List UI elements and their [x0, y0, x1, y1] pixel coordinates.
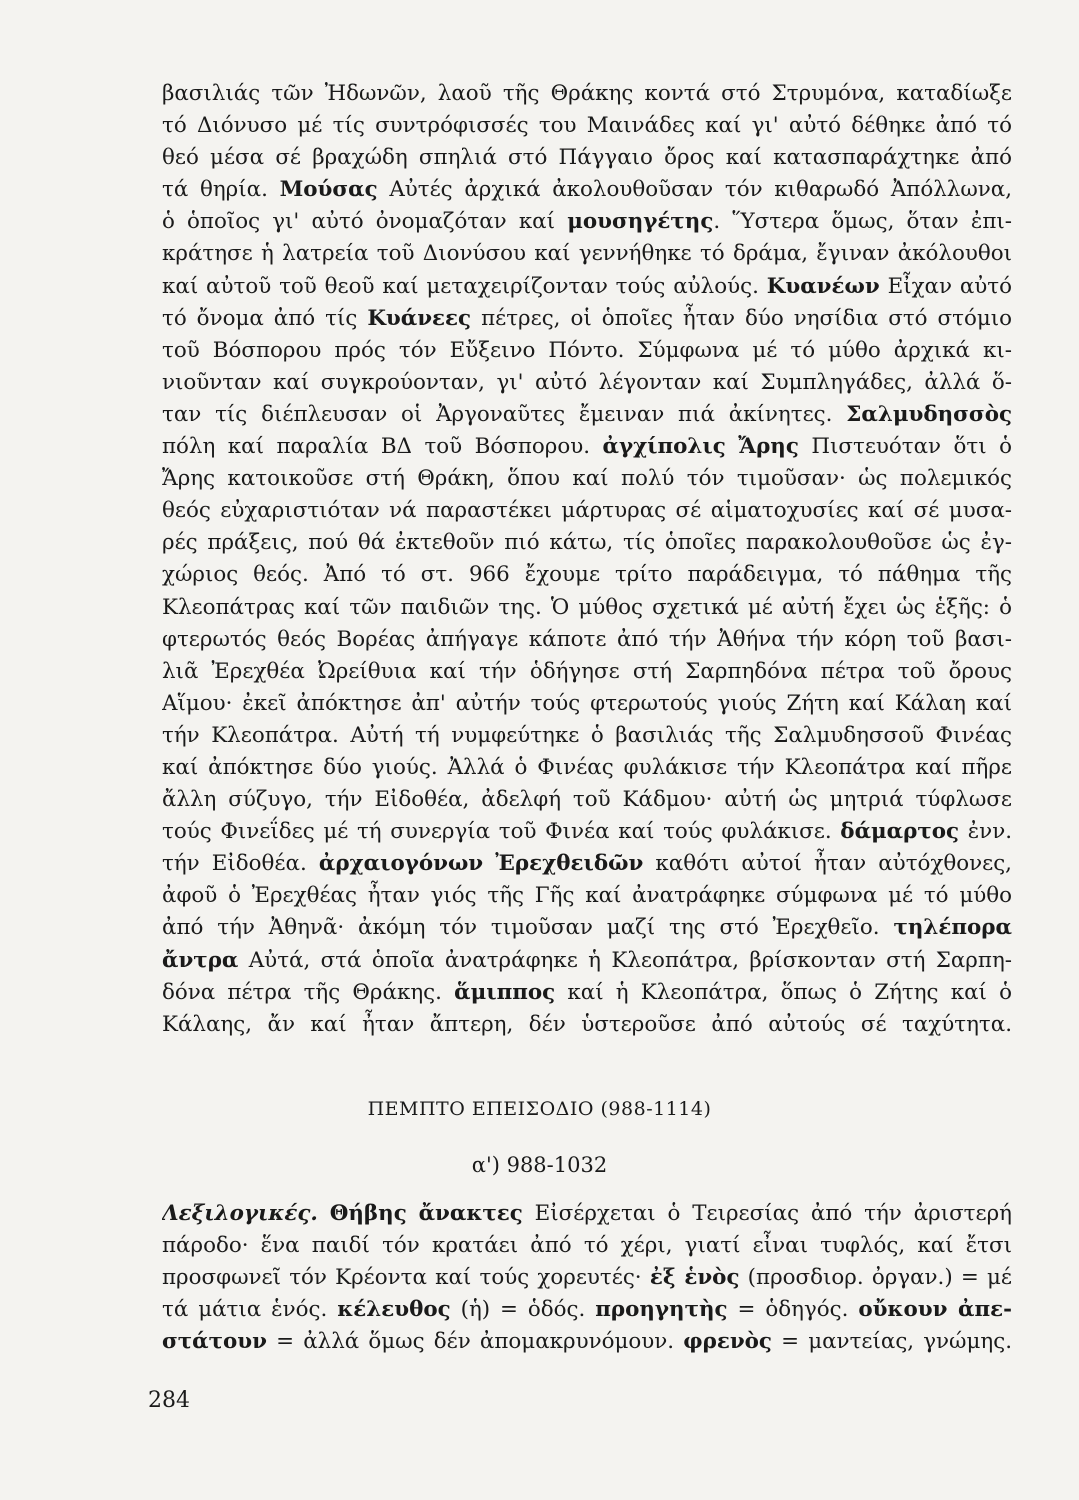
text-line	[162, 688, 1012, 720]
text-line	[162, 848, 1012, 880]
text-run: ἀπό τήν Ἀθηνᾶ· ἀκόμη τόν τιμοῦσαν μαζί της στό Ἐρεχθεῖο.	[162, 915, 894, 941]
text-run: Εἶχαν αὐτό	[879, 273, 1012, 299]
bold-term: Μούσας	[279, 177, 378, 203]
bold-term: Σαλμυδησσὸς	[846, 401, 1012, 427]
text-run: δόνα πέτρα τῆς Θράκης.	[162, 979, 455, 1005]
bold-term: Ἐρεχθειδῶν	[495, 851, 644, 877]
bold-term: ἄνακτες	[418, 1201, 523, 1226]
bold-term: ἀγχίπολις	[602, 434, 726, 460]
text-line	[162, 399, 1012, 431]
text-run: χώριος θεός. Ἀπό τό στ. 966 ἔχουμε τρίτο παράδειγμα, τό πάθημα τῆς	[162, 562, 1012, 588]
text-line	[162, 335, 1012, 367]
text-line	[162, 1198, 1012, 1230]
body-text	[162, 78, 1012, 1041]
bold-term: προηγητὴς	[595, 1297, 728, 1323]
text-run: φτερωτός θεός Βορέας ἀπήγαγε κάποτε ἀπό τήν Ἀθήνα τήν κόρη τοῦ βασι-	[162, 626, 1012, 652]
text-run: βασιλιάς τῶν Ἠδωνῶν, λαοῦ τῆς Θράκης κοντά στό Στρυμόνα, καταδίωξε	[162, 81, 1012, 106]
text-line	[162, 78, 1012, 110]
text-run: ἀφοῦ ὁ Ἐρεχθέας ἦταν γιός τῆς Γῆς καί ἀνατράφηκε σύμφωνα μέ τό μύθο	[162, 883, 1012, 909]
text-run: τοῦ Βόσπορου πρός τόν Εὔξεινο Πόντο. Σύμφωνα μέ τό μύθο ἀρχικά κι-	[162, 337, 1012, 363]
text-run	[318, 1201, 330, 1226]
text-run: πέτρες, οἱ ὁποῖες ἦταν δύο νησίδια στό στόμιο	[471, 305, 1012, 331]
text-run: τά θηρία.	[162, 177, 280, 203]
text-line	[162, 784, 1012, 816]
text-run: θεό μέσα σέ βραχώδη σπηλιά στό Πάγγαιο ὄρος καί κατασπαράχτηκε ἀπό	[162, 145, 1012, 171]
text-line	[162, 592, 1012, 624]
text-line	[162, 303, 1012, 335]
text-run: Κλεοπάτρας καί τῶν παιδιῶν της. Ὁ μύθος σχετικά μέ αὐτή ἔχει ὡς ἑξῆς: ὁ	[162, 594, 1012, 620]
text-line	[162, 880, 1012, 912]
text-line	[162, 367, 1012, 399]
text-line	[162, 527, 1012, 559]
text-run: καθότι αὐτοί ἦταν αὐτόχθονες,	[643, 851, 1012, 877]
text-run: Πιστευόταν ὅτι ὁ	[798, 434, 1012, 460]
text-line	[162, 238, 1012, 270]
text-run: Ἄρης κατοικοῦσε στή Θράκη, ὅπου καί πολύ τόν τιμοῦσαν· ὡς πολεμικός	[162, 466, 1012, 492]
bold-term: δάμαρτος	[840, 819, 960, 845]
text-line	[162, 174, 1012, 206]
text-run: Αὐτά, στά ὁποῖα ἀνατράφηκε ἡ Κλεοπάτρα, βρίσκονταν στή Σαρπη-	[238, 947, 1012, 973]
text-run: καί αὐτοῦ τοῦ θεοῦ καί μεταχειρίζονταν τούς αὐλούς.	[162, 273, 767, 299]
bold-term: ἅμιππος	[454, 979, 556, 1005]
bold-term: κέλευθος	[337, 1297, 451, 1323]
text-line	[162, 656, 1012, 688]
text-run: ταν τίς διέπλευσαν οἱ Ἀργοναῦτες ἔμειναν πιά ἀκίνητες.	[162, 401, 847, 427]
text-run: προσφωνεῖ τόν Κρέοντα καί τούς χορευτές·	[162, 1265, 650, 1291]
text-run: = ὁδηγός.	[727, 1297, 859, 1323]
bold-term: ἄντρα	[162, 947, 239, 973]
bold-term: οὔκουν ἀπε-	[858, 1297, 1012, 1323]
text-line	[162, 977, 1012, 1009]
text-line	[162, 431, 1012, 463]
text-line	[162, 1230, 1012, 1262]
text-line	[162, 1294, 1012, 1326]
text-run: τά μάτια ἑνός.	[162, 1297, 338, 1323]
text-run: τό ὄνομα ἀπό τίς	[162, 305, 368, 331]
text-line	[162, 271, 1012, 303]
bold-term: ἀρχαιογόνων	[318, 851, 484, 877]
text-run: (προσδιορ. ὀργαν.) = μέ	[739, 1265, 1012, 1291]
text-line	[162, 1009, 1012, 1041]
text-run: . Ὕστερα ὅμως, ὅταν ἐπι-	[713, 209, 1012, 235]
text-line	[162, 720, 1012, 752]
text-line	[162, 624, 1012, 656]
text-run: Αὐτές ἀρχικά ἀκολουθοῦσαν τόν κιθαρωδό Ἀπόλλωνα,	[377, 177, 1012, 203]
text-line	[162, 495, 1012, 527]
text-run: λιᾶ Ἐρεχθέα Ὠρείθυια καί τήν ὁδήγησε στή Σαρπηδόνα πέτρα τοῦ ὄρους	[162, 658, 1012, 684]
text-line	[162, 912, 1012, 944]
text-run: νιοῦνταν καί συγκρούονταν, γι' αὐτό λέγονταν καί Συμπληγάδες, ἀλλά ὅ-	[162, 369, 1012, 395]
text-run: ὁ ὁποῖος γι' αὐτό ὀνομαζόταν καί	[162, 209, 568, 235]
subsection-heading: α') 988-1032	[471, 1153, 608, 1177]
text-run: πάροδο· ἕνα παιδί τόν κρατάει ἀπό τό χέρι, γιατί εἶναι τυφλός, καί ἔτσι	[162, 1233, 1012, 1259]
text-line	[162, 110, 1012, 142]
text-run: Κάλαης, ἄν καί ἦταν ἄπτερη, δέν ὑστεροῦσε ἀπό αὐτούς σέ ταχύτητα.	[162, 1011, 1012, 1037]
text-run: (ἡ) = ὁδός.	[450, 1297, 596, 1323]
bold-term: Ἄρης	[738, 434, 799, 460]
bold-term: μουσηγέτης	[567, 209, 714, 235]
text-run: πόλη καί παραλία ΒΔ τοῦ Βόσπορου.	[162, 434, 603, 460]
text-run: θεός εὐχαριστιόταν νά παραστέκει μάρτυρας σέ αἱματοχυσίες καί σέ μυσα-	[162, 498, 1012, 524]
text-run: καί ἡ Κλεοπάτρα, ὅπως ὁ Ζήτης καί ὁ	[555, 979, 1012, 1005]
text-run	[726, 434, 738, 459]
text-run: τό Διόνυσο μέ τίς συντρόφισσές του Μαινάδες καί γι' αὐτό δέθηκε ἀπό τό	[162, 113, 1012, 139]
text-run: = ἀλλά ὅμως δέν ἀπομακρυνόμουν.	[266, 1329, 684, 1355]
text-line	[162, 142, 1012, 174]
text-line	[162, 816, 1012, 848]
text-line	[162, 945, 1012, 977]
page-number: 284	[148, 1388, 190, 1413]
text-run	[483, 851, 495, 876]
lexical-notes	[162, 1198, 1012, 1358]
bold-term: φρενὸς	[683, 1329, 772, 1355]
text-run: τήν Κλεοπάτρα. Αὐτή τή νυμφεύτηκε ὁ βασιλιάς τῆς Σαλμυδησσοῦ Φινέας	[162, 722, 1012, 748]
text-line	[162, 463, 1012, 495]
text-line	[162, 1262, 1012, 1294]
text-line	[162, 206, 1012, 238]
text-run: τούς Φινεΐδες μέ τή συνεργία τοῦ Φινέα καί τούς φυλάκισε.	[162, 819, 841, 845]
bold-term: τηλέπορα	[893, 915, 1012, 941]
bold-term: Λεξιλογικές.	[162, 1201, 318, 1226]
text-run: καί ἀπόκτησε δύο γιούς. Ἀλλά ὁ Φινέας φυλάκισε τήν Κλεοπάτρα καί πῆρε	[162, 754, 1012, 780]
text-run: ἐνν.	[959, 819, 1012, 845]
text-line	[162, 1326, 1012, 1358]
bold-term: Κυανέων	[766, 273, 880, 299]
text-run: ἄλλη σύζυγο, τήν Εἰδοθέα, ἀδελφή τοῦ Κάδμου· αὐτή ὡς μητριά τύφλωσε	[162, 787, 1012, 813]
text-line	[162, 559, 1012, 591]
bold-term: ἐξ ἑνὸς	[649, 1265, 740, 1291]
bold-term: στάτουν	[162, 1329, 267, 1355]
bold-term: Κυάνεες	[367, 305, 472, 331]
text-line	[162, 752, 1012, 784]
text-run	[407, 1201, 419, 1226]
text-run: Εἰσέρχεται ὁ Τειρεσίας ἀπό τήν ἀριστερή	[522, 1201, 1012, 1226]
text-run: κράτησε ἡ λατρεία τοῦ Διονύσου καί γεννήθηκε τό δράμα, ἔγιναν ἀκόλουθοι	[162, 241, 1012, 267]
text-run: Αἵμου· ἐκεῖ ἀπόκτησε ἀπ' αὐτήν τούς φτερωτούς γιούς Ζήτη καί Κάλαη καί	[162, 690, 1012, 716]
section-heading: ΠΕΜΠΤΟ ΕΠΕΙΣΟΔΙΟ (988-1114)	[367, 1098, 712, 1120]
text-run: = μαντείας, γνώμης.	[771, 1329, 1012, 1355]
bold-term: Θήβης	[329, 1201, 407, 1226]
text-run: τήν Εἰδοθέα.	[162, 851, 319, 877]
text-run: ρές πράξεις, πού θά ἐκτεθοῦν πιό κάτω, τίς ὁποῖες παρακολουθοῦσε ὡς ἐγ-	[162, 530, 1012, 556]
